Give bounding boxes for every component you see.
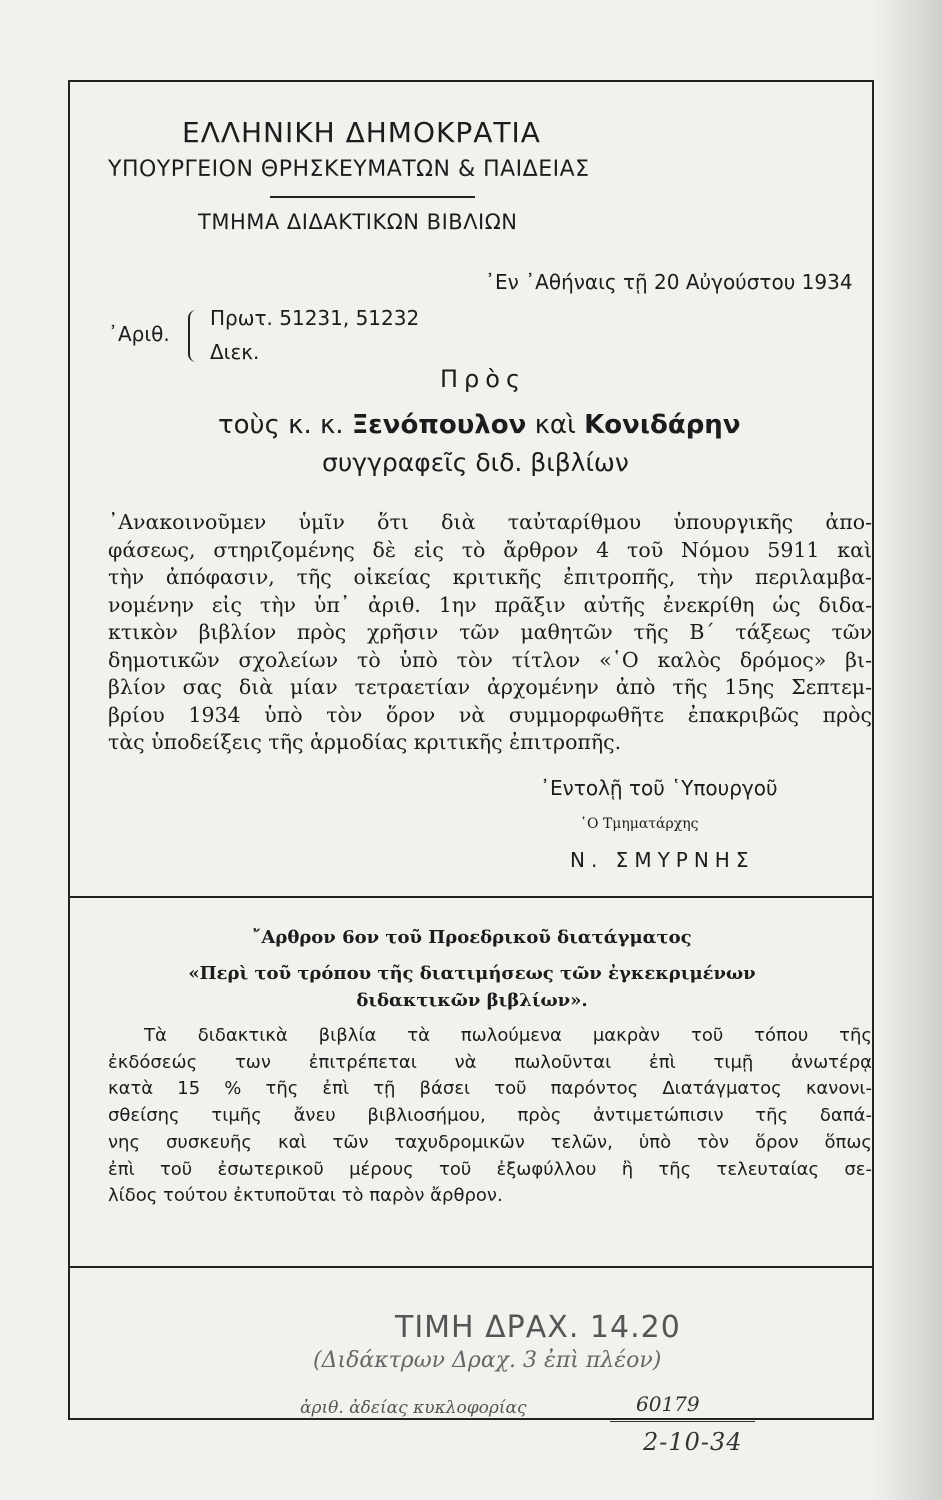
permit-label: ἀριθ. ἀδείας κυκλοφορίας (300, 1398, 527, 1418)
article-line: ἐκδόσεώς των ἐπιτρέπεται νὰ πωλοῦνται ἐπὶ τιμῇ ἀνωτέρᾳ (108, 1051, 872, 1073)
body-line: ᾿Ανακοινοῦμεν ὑμῖν ὅτι διὰ ταὐταρίθμου ὑπουργικῆς ἀπο- (108, 510, 872, 534)
article-line: λίδος τούτου ἐκτυποῦται τὸ παρὸν ἄρθρον. (108, 1185, 503, 1207)
protocol-number: Πρωτ. 51231, 51232 (210, 306, 420, 330)
article-line: σθείσης τιμῆς ἄνευ βιβλιοσήμου, πρὸς ἀντιμετώπισιν τῆς δαπά- (108, 1105, 872, 1127)
recipients-role: συγγραφεῖς διδ. βιβλίων (322, 448, 629, 477)
article-line: κατὰ 15 % τῆς ἐπὶ τῇ βάσει τοῦ παρόντος Διατάγματος κανονι- (108, 1078, 872, 1100)
recipients-prefix: τοὺς κ. κ. (218, 410, 344, 440)
permit-number: 60179 (636, 1392, 700, 1416)
recipient-name-1: Ξενόπουλον (351, 410, 527, 440)
body-line: φάσεως, στηριζομένης δὲ εἰς τὸ ἄρθρον 4 τοῦ Νόμου 5911 καὶ (108, 537, 872, 562)
country-heading: ΕΛΛΗΝΙΚΗ ΔΗΜΟΚΡΑΤΙΑ (182, 116, 541, 149)
body-line: νομένην εἰς τὴν ὑπ᾿ ἀριθ. 1ην πρᾶξιν αὐτῆς ἐνεκρίθη ὡς διδα- (108, 592, 872, 617)
body-line: βλίον σας διὰ μίαν τετραετίαν ἀρχομένην ἀπὸ τῆς 15ης Σεπτεμ- (108, 675, 872, 699)
signature-name: Ν. ΣΜΥΡΝΗΣ (570, 848, 755, 872)
body-line: κτικὸν βιβλίον πρὸς χρῆσιν τῶν μαθητῶν τῆς Β΄ τάξεως τῶν (108, 620, 872, 644)
reference-label: ᾿Αριθ. (108, 322, 170, 346)
addressee-heading: Πρὸς (440, 365, 527, 393)
header-divider (270, 196, 475, 198)
section-divider-top (68, 896, 874, 898)
letter-body (108, 509, 872, 757)
page-edge-shadow (872, 0, 942, 1500)
article-line: Τὰ διδακτικὰ βιβλία τὰ πωλούμενα μακρὰν τοῦ τόπου τῆς (144, 1025, 872, 1046)
permit-date: 2-10-34 (643, 1428, 743, 1456)
body-line: τὰς ὑποδείξεις τῆς ἁρμοδίας κριτικῆς ἐπιτροπῆς. (108, 730, 622, 754)
reference-brace (188, 310, 200, 362)
recipient-name-2: Κονιδάρην (584, 410, 741, 440)
body-line: βρίου 1934 ὑπὸ τὸν ὅρον νὰ συμμορφωθῆτε ἐπακριβῶς πρὸς (108, 702, 872, 727)
ministry-heading: ΥΠΟΥΡΓΕΙΟΝ ΘΡΗΣΚΕΥΜΑΤΩΝ & ΠΑΙΔΕΙΑΣ (108, 157, 590, 182)
permit-underline (610, 1421, 755, 1422)
body-line: δημοτικῶν σχολείων τὸ ὑπὸ τὸν τίτλον «῾Ο καλὸς δρόμος» βι- (108, 647, 872, 672)
article-subtitle-line-1: «Περὶ τοῦ τρόπου τῆς διατιμήσεως τῶν ἐγκεκριμένων (188, 963, 756, 984)
dateline: ᾿Εν ᾿Αθήναις τῇ 20 Αὐγούστου 1934 (485, 270, 853, 294)
article-title: ῎Αρθρον 6ον τοῦ Προεδρικοῦ διατάγματος (252, 927, 692, 948)
department-heading: ΤΜΗΜΑ ΔΙΔΑΚΤΙΚΩΝ ΒΙΒΛΙΩΝ (198, 210, 518, 234)
body-line: τὴν ἀπόφασιν, τῆς οἰκείας κριτικῆς ἐπιτροπῆς, τὴν περιλαμβα- (108, 565, 872, 589)
article-line: ἐπὶ τοῦ ἐσωτερικοῦ μέρους τοῦ ἐξωφύλλου ἢ τῆς τελευταίας σε- (108, 1158, 872, 1180)
article-line: νης συσκευῆς καὶ τῶν ταχυδρομικῶν τελῶν, ὑπὸ τὸν ὅρον ὅπως (108, 1131, 872, 1153)
article-subtitle-line-2: διδακτικῶν βιβλίων». (356, 990, 588, 1011)
handwritten-note: (Διδάκτρων Δραχ. 3 ἐπὶ πλέον) (313, 1348, 662, 1373)
price-stamp: ΤΙΜΗ ΔΡΑΧ. 14.20 (395, 1310, 681, 1345)
recipients-line (218, 410, 741, 440)
section-divider-bottom (68, 1266, 874, 1268)
section-head-title: ῾Ο Τμηματάρχης (580, 816, 699, 832)
order-line: ᾿Εντολῇ τοῦ ῾Υπουργοῦ (540, 776, 778, 800)
recipients-conjunction: καὶ (534, 410, 576, 440)
diekperaiosis-label: Διεκ. (210, 340, 260, 364)
article-body (108, 1023, 872, 1210)
